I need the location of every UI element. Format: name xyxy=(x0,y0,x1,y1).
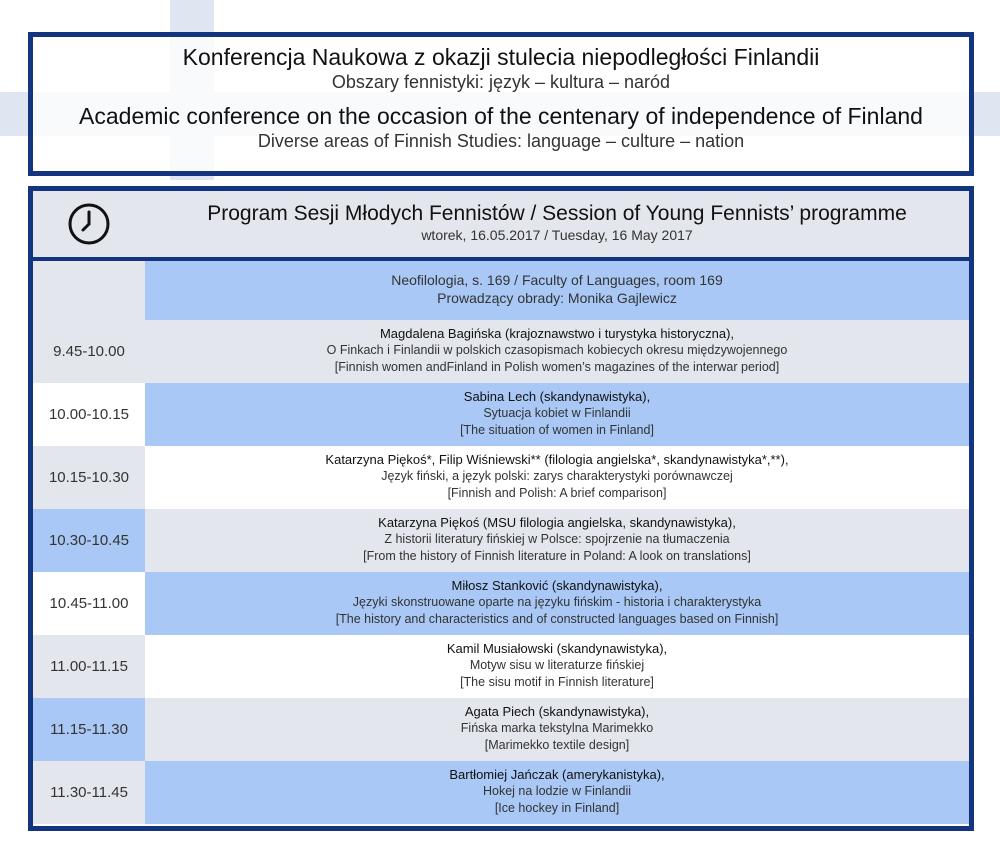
table-row xyxy=(33,383,969,446)
table-row xyxy=(33,572,969,635)
session-time: 9.45-10.00 xyxy=(33,320,145,383)
program-date: wtorek, 16.05.2017 / Tuesday, 16 May 2017 xyxy=(421,227,693,243)
session-time: 11.30-11.45 xyxy=(33,761,145,824)
session-content xyxy=(145,698,969,761)
chair: Prowadzący obrady: Monika Gajlewicz xyxy=(437,290,677,306)
table-row xyxy=(33,761,969,824)
session-time: 10.30-10.45 xyxy=(33,509,145,572)
session-speaker: Bartłomiej Jańczak (amerykanistyka), xyxy=(449,767,665,782)
session-content xyxy=(145,572,969,635)
session-title-en: [From the history of Finnish literature in Poland: A look on translations] xyxy=(363,549,751,563)
session-speaker: Katarzyna Piękoś*, Filip Wiśniewski** (filologia angielska*, skandynawistyka*,**), xyxy=(325,452,789,467)
venue-info xyxy=(145,261,969,320)
venue: Neofilologia, s. 169 / Faculty of Languages, room 169 xyxy=(391,272,723,288)
session-title-pl: O Finkach i Finlandii w polskich czasopismach kobiecych okresu międzywojennego xyxy=(326,343,788,357)
session-title-en: [Finnish women andFinland in Polish women’s magazines of the interwar period] xyxy=(334,360,780,374)
session-speaker: Agata Piech (skandynawistyka), xyxy=(464,704,650,719)
session-content xyxy=(145,761,969,824)
session-time: 11.15-11.30 xyxy=(33,698,145,761)
session-speaker: Miłosz Stanković (skandynawistyka), xyxy=(451,578,663,593)
table-row xyxy=(33,509,969,572)
session-time: 10.00-10.15 xyxy=(33,383,145,446)
session-content xyxy=(145,446,969,509)
session-time: 10.15-10.30 xyxy=(33,446,145,509)
session-title-en: [Finnish and Polish: A brief comparison] xyxy=(447,486,667,500)
session-speaker: Katarzyna Piękoś (MSU filologia angielska, skandynawistyka), xyxy=(378,515,736,530)
header-subtitle-en: Diverse areas of Finnish Studies: language – culture – nation xyxy=(257,131,745,151)
session-speaker: Magdalena Bagińska (krajoznawstwo i turystyka historyczna), xyxy=(379,326,735,341)
header-title-pl: Konferencja Naukowa z okazji stulecia niepodległości Finlandii xyxy=(182,44,820,70)
session-title-pl: Języki skonstruowane oparte na języku fińskim - historia i charakterystyka xyxy=(352,595,762,609)
program-heading xyxy=(145,191,969,257)
session-title-pl: Fińska marka tekstylna Marimekko xyxy=(460,721,654,735)
table-row xyxy=(33,635,969,698)
clock-icon xyxy=(66,201,112,247)
session-title-en: [Marimekko textile design] xyxy=(484,738,630,752)
session-content xyxy=(145,383,969,446)
session-speaker: Sabina Lech (skandynawistyka), xyxy=(463,389,651,404)
clock-cell xyxy=(33,191,145,257)
session-title-pl: Hokej na lodzie w Finlandii xyxy=(483,784,631,798)
conference-header xyxy=(28,32,974,176)
session-content xyxy=(145,509,969,572)
venue-row xyxy=(33,261,969,320)
session-speaker: Kamil Musiałowski (skandynawistyka), xyxy=(446,641,668,656)
session-title-pl: Z historii literatury fińskiej w Polsce: spojrzenie na tłumaczenia xyxy=(384,532,730,546)
table-row xyxy=(33,446,969,509)
session-content xyxy=(145,635,969,698)
header-title-en: Academic conference on the occasion of the centenary of independence of Finland xyxy=(79,103,923,129)
session-title-en: [The sisu motif in Finnish literature] xyxy=(460,675,654,689)
program-table xyxy=(28,186,974,831)
session-time: 11.00-11.15 xyxy=(33,635,145,698)
session-title-en: [The situation of women in Finland] xyxy=(460,423,654,437)
session-title-pl: Motyw sisu w literaturze fińskiej xyxy=(469,658,645,672)
session-title-pl: Język fiński, a język polski: zarys charakterystyki porównawczej xyxy=(381,469,733,483)
table-row xyxy=(33,320,969,383)
session-time: 10.45-11.00 xyxy=(33,572,145,635)
program-header xyxy=(33,191,969,257)
session-title-pl: Sytuacja kobiet w Finlandii xyxy=(483,406,631,420)
table-row xyxy=(33,698,969,761)
time-cell-empty xyxy=(33,261,145,320)
session-title-en: [The history and characteristics and of constructed languages based on Finnish] xyxy=(335,612,779,626)
program-title: Program Sesji Młodych Fennistów / Session of Young Fennists’ programme xyxy=(207,202,907,225)
header-subtitle-pl: Obszary fennistyki: język – kultura – naród xyxy=(331,72,671,92)
session-title-en: [Ice hockey in Finland] xyxy=(494,801,620,815)
session-content xyxy=(145,320,969,383)
